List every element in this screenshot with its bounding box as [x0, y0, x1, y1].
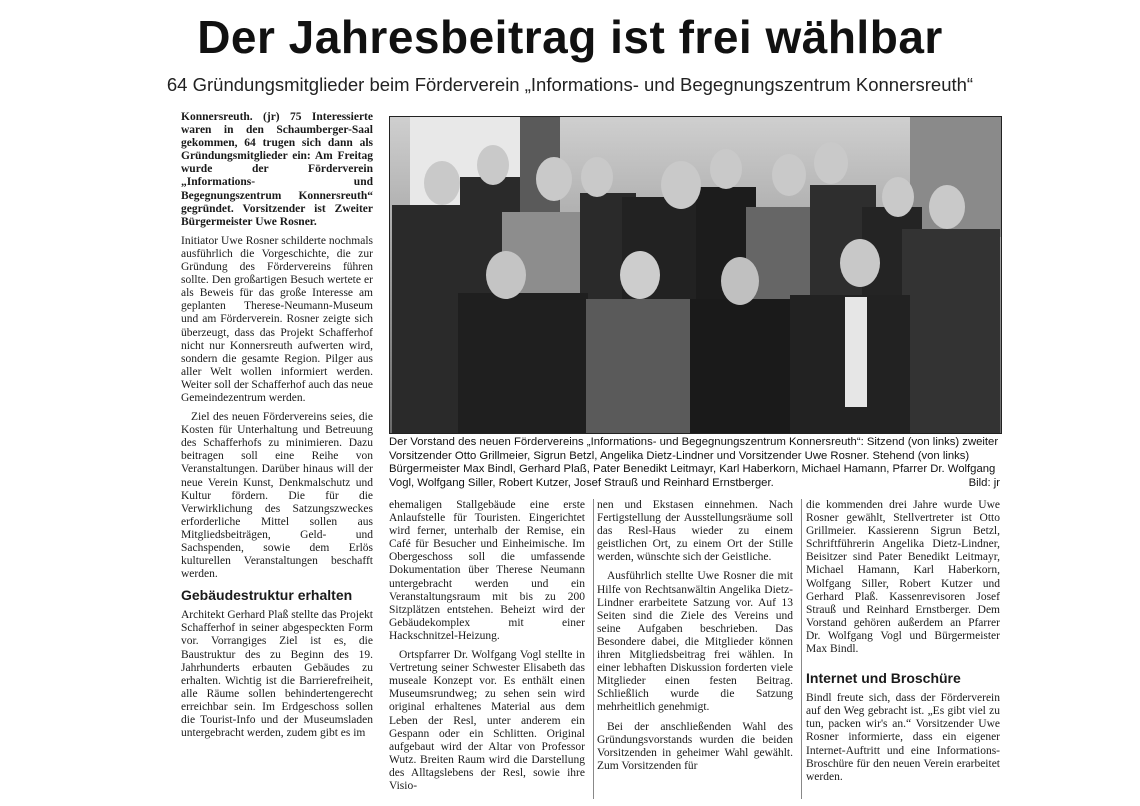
- paragraph: Architekt Gerhard Plaß stellte das Projekt Schafferhof in seiner abgespeckten Form vor. Vorrangiges Ziel ist es, die Baustruktur des zu Beginn des 19. Jahrhunderts erbauten Gebäudes zu erhalten. Wichtig ist die Barrierefreiheit, alle Räume sollen behindertengerecht erreichbar sein. Im Erdgeschoss sollen die Tourist-Info und der Museumsladen untergebracht werden, zudem gibt es im: [181, 609, 373, 740]
- column-3: [597, 499, 793, 779]
- paragraph: Initiator Uwe Rosner schilderte nochmals ausführlich die Vorgeschichte, die zur Gründung des Fördervereins führen sollte. Den großartigen Besuch wertete er als Beweis für das große Interesse am geplanten Therese-Neumann-Museum und am Förderverein. Rosner zeigte sich überzeugt, dass das Projekt Schafferhof nicht nur Konnersreuth aufwerten wird, sondern die gesamte Region. Pilger aus aller Welt wollen informiert werden. Weiter soll der Schafferhof auch das neue Gemeindezentrum werden.: [181, 234, 373, 404]
- headline: Der Jahresbeitrag ist frei wählbar: [197, 11, 943, 63]
- section-heading-internet: Internet und Broschüre: [806, 670, 961, 687]
- lead-paragraph: Konnersreuth. (jr) 75 Interessierte waren in den Schaumberger-Saal gekommen, 64 trugen sich dann als Gründungsmitglieder ein: Am Freitag wurde der Förderverein „Informations- und Begegnungszentrum Konnersreuth“ gegründet. Vorsitzender ist Zweiter Bürgermeister Uwe Rosner.: [181, 111, 373, 228]
- column-divider: [801, 499, 802, 799]
- paragraph: Ausführlich stellte Uwe Rosner die mit Hilfe von Rechtsanwältin Angelika Dietz-Lindner erarbeitete Satzung vor. Auf 13 Seiten sind die Ziele des Vereins und seine Aufgaben beschrieben. Das Besondere dabei, die Mitglieder können ihren Mitgliedsbeitrag frei wählen. In einer lebhaften Diskussion forderten viele Mitglieder einen festen Beitrag. Schließlich wurde die Satzung mehrheitlich genehmigt.: [597, 570, 793, 714]
- column-divider: [593, 499, 594, 799]
- paragraph: ehemaligen Stallgebäude eine erste Anlaufstelle für Touristen. Eingerichtet wird ferner, unterhalb der Remise, ein Café für Besucher und Einheimische. Im Obergeschoss soll die umfassende Dokumentation über Therese Neumann untergebracht werden und ein Veranstaltungsraum mit bis zu 200 Sitzplätzen entstehen. Beheizt wird der Gebäudekomplex mit einer Hackschnitzel-Heizung.: [389, 499, 585, 642]
- paragraph: die kommenden drei Jahre wurde Uwe Rosner gewählt, Stellvertreter ist Otto Grillmeier. Kassierenn Sigrun Betzl, Schriftführerin Angelika Dietz-Lindner, Beisitzer sind Pater Benedikt Leitmayr, Michael Hamann, Karl Haberkorn, Wolfgang Siller, Robert Kutzer und Gerhard Plaß. Kassenrevisoren Josef Strauß und Reinhard Ernstberger. Dem Vorstand gehören außerdem an Pfarrer Dr. Wolfgang Vogl und Bürgermeister Max Bindl.: [806, 499, 1000, 656]
- section-heading-building: Gebäudestruktur erhalten: [181, 587, 353, 604]
- column-4: [806, 499, 1000, 790]
- photo-credit: Bild: jr: [968, 476, 1000, 489]
- paragraph: nen und Ekstasen einnehmen. Nach Fertigstellung der Ausstellungsräume soll das Resl-Haus wieder zu einem geistlichen Ort, zu einem Ort der Stille werden, wünschte sich der Geistliche.: [597, 499, 793, 564]
- photo-caption: [389, 436, 1000, 490]
- paragraph: Ortspfarrer Dr. Wolfgang Vogl stellte in Vertretung seiner Schwester Elisabeth das museale Konzept vor. Es enthält einen Museumsrundweg; zu sehen sein wird original erhaltenes Material aus dem Leben der Resl, unter anderem ein Gespann oder ein Schlitten. Original aufgebaut wird der Altar von Professor Wutz. Breiten Raum wird die Darstellung des Alltagslebens der Resl, sowie ihre Visio-: [389, 649, 585, 792]
- paragraph: Bei der anschließenden Wahl des Gründungsvorstands wurden die beiden Vorsitzenden in geheimer Wahl gewählt. Zum Vorsitzenden für: [597, 720, 793, 772]
- paragraph: Ziel des neuen Fördervereins seies, die Kosten für Unterhaltung und Betreuung des Schafferhofs zu minimieren. Dazu beitragen soll eine Reihe von Veranstaltungen. Darüber hinaus will der neue Verein Kunst, Denkmalschutz und Kultur fördern. Die für die Verwirklichung des Satzungszweckes erforderliche Mittel sollen aus Mitgliedsbeiträgen, Geld- und Sachspenden, sowie dem Erlös kulturellen Veranstaltungen beschafft werden.: [181, 411, 373, 581]
- subheadline: 64 Gründungsmitglieder beim Förderverein „Informations- und Begegnungszentrum Konnersreuth“: [166, 74, 974, 95]
- caption-text: Der Vorstand des neuen Fördervereins „Informations- und Begegnungszentrum Konnersreuth“: Sitzend (von links) zweiter Vorsitzender Otto Grillmeier, Sigrun Betzl, Angelika Dietz-Lindner und Vorsitzender Uwe Rosner. Stehend (von links) Bürgermeister Max Bindl, Gerhard Plaß, Pater Benedikt Leitmayr, Karl Haberkorn, Michael Hamann, Pfarrer Dr. Wolfgang Vogl, Wolfgang Siller, Robert Kutzer, Josef Strauß und Reinhard Ernstberger.: [389, 436, 999, 489]
- column-1: [181, 111, 373, 746]
- column-2: [389, 499, 585, 799]
- group-photo-image: [390, 117, 1001, 433]
- group-photo: [389, 116, 1002, 434]
- paragraph: Bindl freute sich, dass der Förderverein auf den Weg gebracht ist. „Es gibt viel zu tun, packen wir's an.“ Vorsitzender Uwe Rosner informierte, dass ein eigener Internet-Auftritt und eine Informations-Broschüre für den neuen Verein erarbeitet werden.: [806, 692, 1000, 783]
